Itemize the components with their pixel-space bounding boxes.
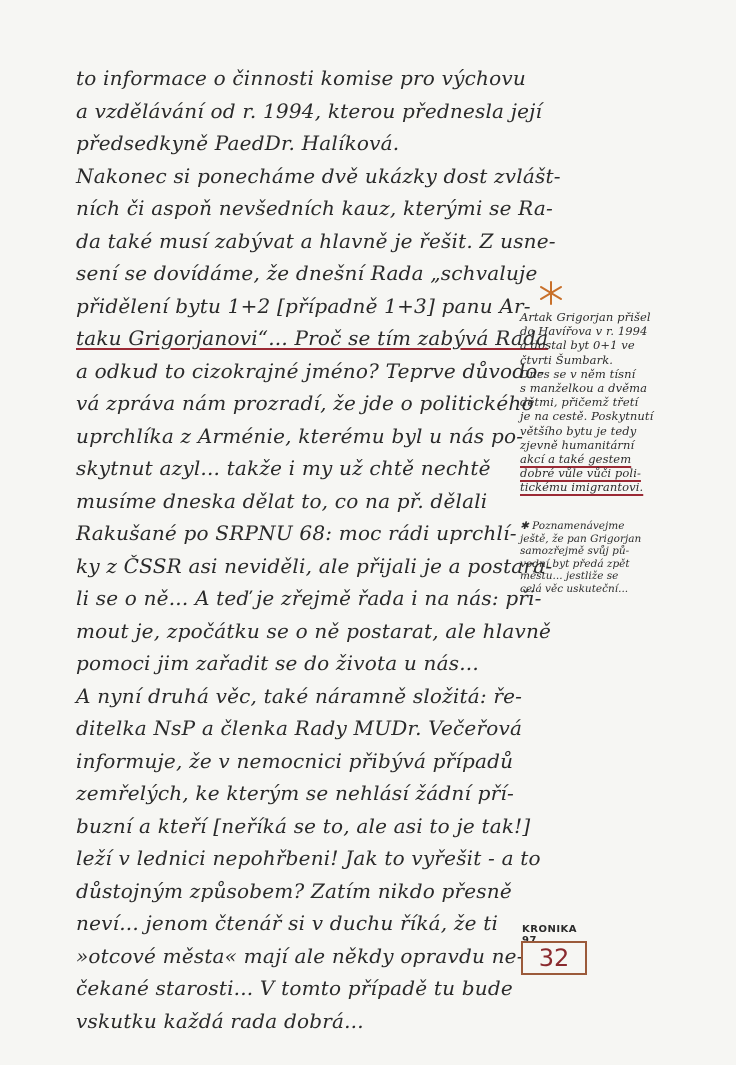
text-line: skytnut azyl... takže i my už chtě nechtě	[76, 456, 491, 480]
text-line: mout je, zpočátku se o ně postarat, ale hlavně	[76, 618, 552, 643]
text-line: neví... jenom čtenář si v duchu říká, že ti	[76, 911, 499, 935]
text-line: vá zpráva nám prozradí, že jde o politického	[76, 391, 534, 415]
text-line: zemřelých, ke kterým se nehlásí žádní pří-	[76, 781, 514, 805]
text-line: A nyní druhá věc, také náramně složitá: ře-	[76, 683, 523, 708]
text-line: vskutku každá rada dobrá...	[76, 1008, 364, 1033]
text-line: taku Grigorjanovi“... Proč se tím zabývá Rada	[76, 326, 549, 350]
text-line: buzní a kteří [neříká se to, ale asi to je tak!]	[76, 813, 531, 838]
side-note	[520, 310, 716, 494]
side-note-line: zjevně humanitární	[520, 437, 635, 452]
asterisk-icon	[538, 280, 564, 306]
text-line: sení se dovídáme, že dnešní Rada „schvaluje	[76, 261, 538, 285]
page-number-box	[521, 941, 587, 975]
text-line: předsedkyně PaedDr. Halíková.	[76, 131, 400, 155]
text-line: ních či aspoň nevšedních kauz, kterými se Ra-	[76, 196, 553, 220]
side-footnote-line: vodní byt předá zpět	[520, 557, 630, 570]
text-line: ditelka NsP a členka Rady MUDr. Večeřová	[76, 716, 523, 740]
chronicle-label: KRONIKA 97	[522, 924, 578, 946]
side-note-line: Dnes se v něm tísní	[520, 366, 636, 381]
side-footnote-line: městu... jestliže se	[520, 570, 619, 583]
text-line: důstojným způsobem? Zatím nikdo přesně	[76, 878, 512, 903]
side-note-line: akcí a také gestem	[520, 451, 632, 466]
side-footnote-line: celá věc uskuteční...	[520, 582, 629, 595]
page-number: 32	[538, 944, 570, 972]
text-line: »otcové města« mají ale někdy opravdu ne-	[76, 943, 524, 968]
side-note-line: dětmi, přičemž třetí	[520, 395, 639, 410]
text-line: to informace o činnosti komise pro výchovu	[76, 66, 526, 90]
side-note-line: většího bytu je tedy	[520, 423, 637, 438]
text-line: pomoci jim zařadit se do života u nás...	[76, 651, 479, 675]
text-line: uprchlíka z Arménie, kterému byl u nás po-	[76, 423, 524, 448]
text-line: da také musí zabývat a hlavně je řešit. Z usne-	[76, 228, 556, 253]
side-footnote-line: samozřejmě svůj pů-	[520, 545, 630, 558]
side-footnote	[520, 520, 716, 596]
text-line: ky z ČSSR asi neviděli, ale přijali je a postara-	[76, 553, 553, 578]
text-line: leží v lednici nepohřbeni! Jak to vyřešit - a to	[76, 846, 541, 870]
text-line: li se o ně... A teď je zřejmě řada i na nás: při-	[76, 586, 542, 610]
side-note-line: je na cestě. Poskytnutí	[520, 409, 654, 424]
text-line: přidělení bytu 1+2 [případně 1+3] panu Ar-	[76, 293, 531, 318]
side-footnote-line: ✱ Poznamenávejme	[520, 520, 625, 532]
text-line: a vzdělávání od r. 1994, kterou přednesla její	[76, 98, 543, 123]
side-footnote-line: ještě, že pan Grigorjan	[520, 532, 642, 545]
side-note-line: dobré vůle vůči poli-	[520, 466, 641, 481]
side-note-line: tickému imigrantovi.	[520, 480, 644, 495]
side-note-line: čtvrti Šumbark.	[520, 352, 614, 367]
side-note-line: s manželkou a dvěma	[520, 380, 648, 395]
text-line: čekané starosti... V tomto případě tu bude	[76, 976, 513, 1000]
text-line: informuje, že v nemocnici přibývá případů	[76, 748, 514, 773]
side-note-line: do Havířova v r. 1994	[520, 324, 648, 339]
text-line: a odkud to cizokrajné jméno? Teprve důvodo-	[76, 358, 545, 383]
text-line: Rakušané po SRPNU 68: moc rádi uprchlí-	[76, 521, 517, 545]
text-line: Nakonec si ponecháme dvě ukázky dost zvlášt-	[76, 163, 561, 188]
text-line: musíme dneska dělat to, co na př. dělali	[76, 488, 488, 513]
side-note-line: Artak Grigorjan přišel	[520, 310, 651, 324]
side-note-line: a dostal byt 0+1 ve	[520, 338, 635, 353]
